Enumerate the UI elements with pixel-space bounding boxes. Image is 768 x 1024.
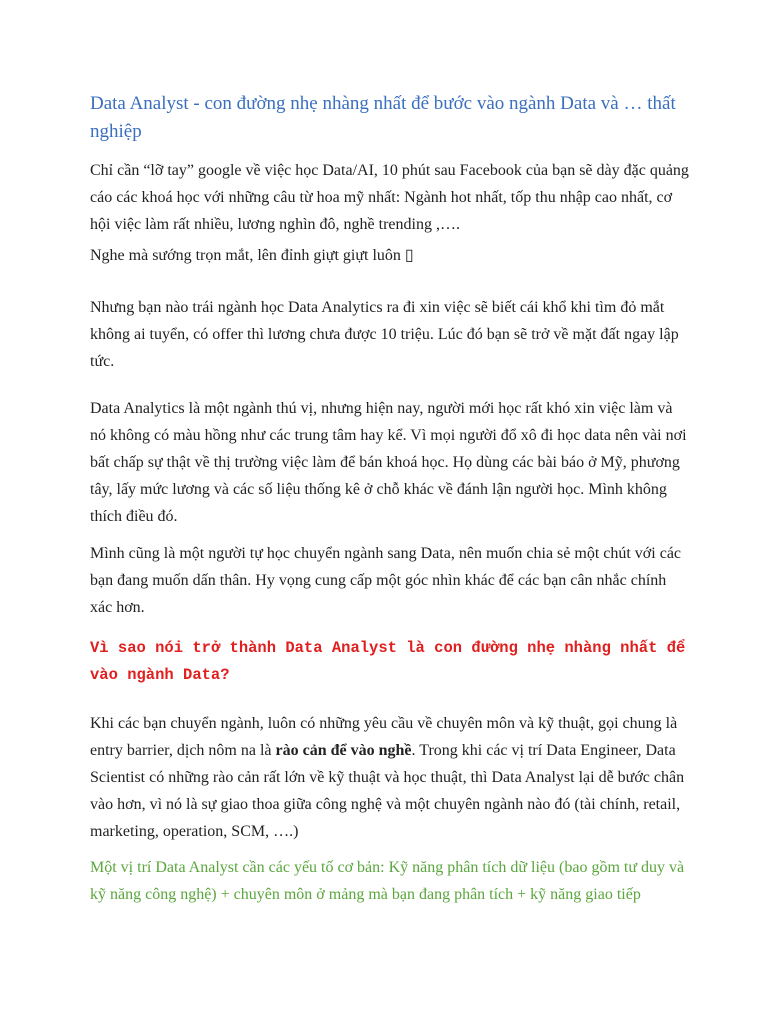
reaction-text: Nghe mà sướng trọn mắt, lên đỉnh giựt giựt luôn xyxy=(90,247,405,264)
paragraph-self-taught: Mình cũng là một người tự học chuyển ngành sang Data, nên muốn chia sẻ một chút với các bạn đang muốn dấn thân. Hy vọng cung cấp một góc nhìn khác để các bạn cân nhắc chính xác hơn. xyxy=(90,545,682,616)
green-note: Một vị trí Data Analyst cần các yếu tố cơ bản: Kỹ năng phân tích dữ liệu (bao gồm tư duy và kỹ năng công nghệ) + chuyên môn ở mảng mà bạn đang phân tích + kỹ năng giao tiếp xyxy=(90,859,685,903)
paragraph-reality: Nhưng bạn nào trái ngành học Data Analytics ra đi xin việc sẽ biết cái khổ khi tìm đỏ mắt không ai tuyển, có offer thì lương chưa được 10 triệu. Lúc đó bạn sẽ trở về mặt đất ngay lập tức. xyxy=(90,299,679,370)
missing-emoji-icon: ▯ xyxy=(404,247,414,264)
paragraph-data-analytics: Data Analytics là một ngành thú vị, nhưng hiện nay, người mới học rất khó xin việc làm và nó không có màu hồng như các trung tâm hay kể. Vì mọi người đổ xô đi học data nên vài nơi bất chấp sự thật về thị trường việc làm để bán khoá học. Họ dùng các bài báo ở Mỹ, phương tây, lấy mức lương và các số liệu thống kê ở chỗ khác về đánh lận người học. Mình không thích điều đó. xyxy=(90,400,687,525)
entry-barrier-text-1: Khi các bạn chuyển ngành, luôn có những yêu cầu về chuyên môn và kỹ thuật, gọi chung là entry barrier, dịch nôm na là xyxy=(90,715,678,759)
document-title: Data Analyst - con đường nhẹ nhàng nhất để bước vào ngành Data và … thất nghiệp xyxy=(90,93,676,142)
entry-barrier-text-2: . Trong khi các vị trí Data Engineer, Data Scientist có những rào cản rất lớn về kỹ thuật và học thuật, thì Data Analyst lại dễ bước chân vào hơn, vì nó là sự giao thoa giữa công nghệ và một chuyên ngành nào đó (tài chính, retail, marketing, operation, SCM, ….) xyxy=(90,742,685,840)
paragraph-intro: Chỉ cần “lỡ tay” google về việc học Data/AI, 10 phút sau Facebook của bạn sẽ dày đặc quảng cáo các khoá học với những câu từ hoa mỹ nhất: Ngành hot nhất, tốp thu nhập cao nhất, cơ hội việc làm rất nhiều, lương nghìn đô, nghề trending ,…. xyxy=(90,162,689,233)
entry-barrier-bold: rào cản để vào nghề xyxy=(275,742,412,759)
paragraph-entry-barrier xyxy=(90,710,690,845)
section-heading: Vì sao nói trở thành Data Analyst là con đường nhẹ nhàng nhất để vào ngành Data? xyxy=(90,639,686,684)
paragraph-reaction xyxy=(90,242,690,269)
